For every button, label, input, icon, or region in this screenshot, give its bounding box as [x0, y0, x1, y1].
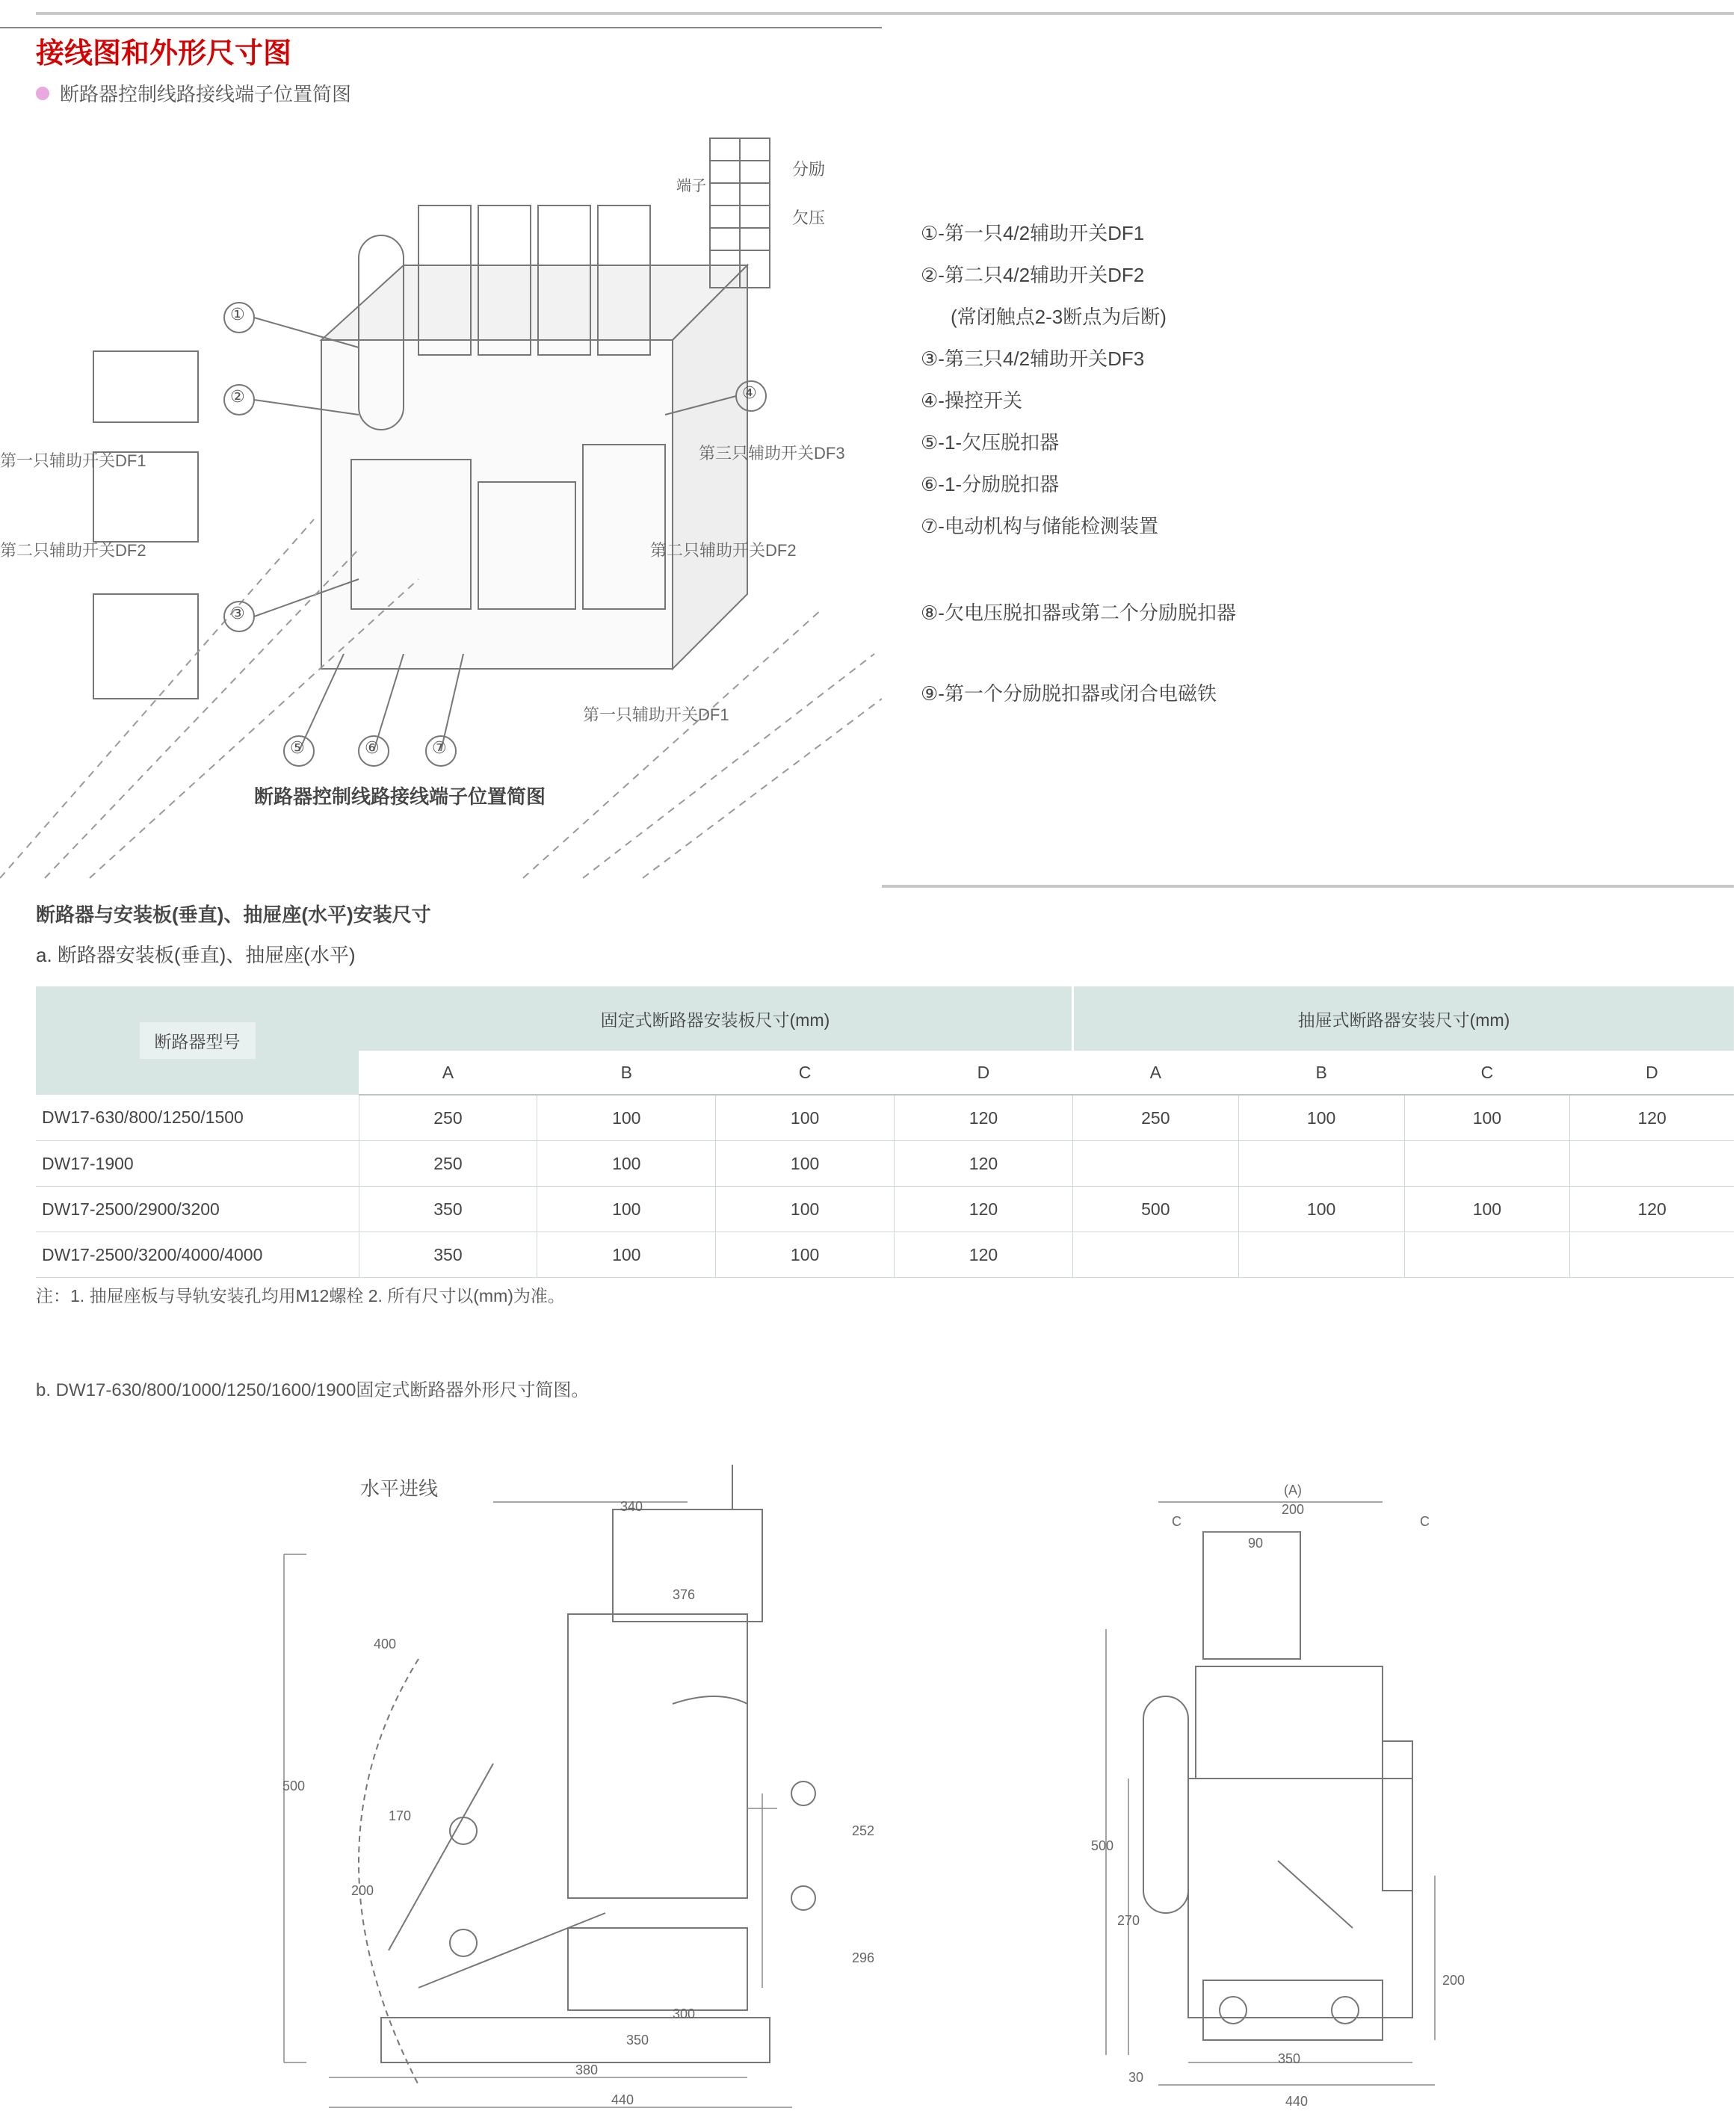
callout-5: ⑤ [290, 738, 305, 757]
th-a2: A [1072, 1051, 1238, 1095]
dim-text: 296 [852, 1950, 875, 1965]
cell: 100 [1238, 1095, 1404, 1141]
cell: 100 [1404, 1095, 1570, 1141]
cell-model: DW17-2500/3200/4000/4000 [36, 1232, 359, 1278]
cell [1404, 1232, 1570, 1278]
dim-text: 380 [575, 2062, 599, 2077]
dim-text: 270 [1117, 1913, 1140, 1928]
cell-model: DW17-630/800/1250/1500 [36, 1095, 359, 1141]
legend-item-6: ⑥-1-分励脱扣器 [921, 473, 1060, 495]
cell: 350 [359, 1187, 537, 1232]
table-row [36, 1141, 1734, 1187]
drawing-label-horizontal-inlet: 水平进线 [360, 1477, 439, 1500]
callout-2: ② [230, 387, 245, 406]
dim-text: 200 [351, 1883, 374, 1898]
section-a-sub: a. 断路器安装板(垂直)、抽屉座(水平) [36, 944, 356, 966]
callout-6: ⑥ [365, 738, 380, 757]
dim-text: 376 [673, 1587, 696, 1602]
cell: 120 [1570, 1095, 1734, 1141]
cell: 120 [895, 1141, 1073, 1187]
cell-model: DW17-1900 [36, 1141, 359, 1187]
model-header: 断路器型号 [140, 1022, 256, 1059]
cell: 120 [895, 1095, 1073, 1141]
cell: 120 [1570, 1187, 1734, 1232]
dim-text: 440 [1285, 2094, 1309, 2109]
legend-item-2: ②-第二只4/2辅助开关DF2 [921, 264, 1145, 286]
cell [1072, 1141, 1238, 1187]
title-underline [0, 27, 882, 28]
table-note: 注：1. 抽屉座板与导轨安装孔均用M12螺栓 2. 所有尺寸以(mm)为准。 [36, 1286, 565, 1305]
th-a1: A [359, 1051, 537, 1095]
dim-text: 500 [1091, 1838, 1114, 1853]
th-d1: D [895, 1051, 1073, 1095]
cell: 250 [359, 1095, 537, 1141]
th-model [36, 986, 359, 1095]
side-outline-drawing [1084, 1442, 1502, 2115]
right-label-df1: 第一只辅助开关DF1 [583, 705, 729, 724]
dim-text: 340 [620, 1499, 643, 1514]
bullet-dot-icon [36, 87, 49, 100]
cell: 100 [716, 1141, 895, 1187]
front-outline-drawing [269, 1465, 882, 2122]
mid-rule [882, 885, 1734, 888]
cell: 100 [716, 1095, 895, 1141]
callout-3: ③ [230, 604, 245, 622]
cell: 120 [895, 1187, 1073, 1232]
left-label-df1: 第一只辅助开关DF1 [0, 451, 146, 470]
cell-model: DW17-2500/2900/3200 [36, 1187, 359, 1232]
legend-item-3: ③-第三只4/2辅助开关DF3 [921, 347, 1145, 370]
table-row [36, 1232, 1734, 1278]
cell [1570, 1141, 1734, 1187]
callout-1: ① [230, 305, 245, 324]
mounting-dimension-table [36, 986, 1734, 1278]
legend-item-4: ④-操控开关 [921, 389, 1022, 412]
legend-item-1: ①-第一只4/2辅助开关DF1 [921, 222, 1145, 244]
right-label-df2: 第二只辅助开关DF2 [650, 541, 797, 560]
cell [1238, 1232, 1404, 1278]
section-a-heading: 断路器与安装板(垂直)、抽屉座(水平)安装尺寸 [36, 903, 431, 926]
th-d2: D [1570, 1051, 1734, 1095]
dim-text: 200 [1282, 1502, 1305, 1517]
th-b1: B [537, 1051, 716, 1095]
cell [1072, 1232, 1238, 1278]
terminal-label: 端子 [676, 178, 706, 194]
section-subtitle [36, 79, 351, 107]
wiring-diagram [0, 131, 882, 882]
section-b-heading: b. DW17-630/800/1000/1250/1600/1900固定式断路器外形尺寸简图。 [36, 1380, 590, 1400]
dim-text: 500 [282, 1779, 306, 1793]
cell: 120 [895, 1232, 1073, 1278]
callout-7: ⑦ [432, 738, 447, 757]
cell: 100 [1238, 1187, 1404, 1232]
dim-text: 170 [389, 1808, 412, 1823]
terminal-label-undervoltage: 欠压 [792, 208, 826, 227]
cell: 100 [537, 1095, 716, 1141]
cell: 100 [1404, 1187, 1570, 1232]
cell: 350 [359, 1232, 537, 1278]
th-group-drawout: 抽屉式断路器安装尺寸(mm) [1072, 986, 1734, 1051]
side-dimension-lines [1106, 1502, 1435, 2085]
breaker-isometric-drawing [0, 131, 882, 882]
legend-item-2-note: (常闭触点2-3断点为后断) [951, 306, 1167, 328]
th-c1: C [716, 1051, 895, 1095]
dimension-lines [284, 1502, 792, 2107]
cell: 250 [359, 1141, 537, 1187]
dim-text: 200 [1442, 1973, 1465, 1988]
page-title: 接线图和外形尺寸图 [36, 37, 292, 69]
dim-text: (A) [1284, 1483, 1302, 1498]
cell: 100 [716, 1232, 895, 1278]
table-row [36, 1095, 1734, 1141]
cell: 100 [716, 1187, 895, 1232]
dim-text: 300 [673, 2006, 696, 2021]
dim-text: C [1172, 1514, 1181, 1529]
table-row [36, 1187, 1734, 1232]
legend-item-5: ⑤-1-欠压脱扣器 [921, 431, 1060, 454]
cell [1570, 1232, 1734, 1278]
dim-text: 30 [1128, 2070, 1144, 2085]
legend-list [921, 218, 1668, 726]
dim-text: 252 [852, 1823, 875, 1838]
dim-text: 400 [374, 1637, 397, 1651]
left-label-df2: 第二只辅助开关DF2 [0, 541, 146, 560]
cell [1404, 1141, 1570, 1187]
dim-text: 350 [626, 2033, 649, 2048]
cell: 100 [537, 1187, 716, 1232]
subtitle-text: 断路器控制线路接线端子位置简图 [60, 83, 352, 105]
legend-item-8: ⑧-欠电压脱扣器或第二个分励脱扣器 [921, 602, 1236, 624]
cell: 500 [1072, 1187, 1238, 1232]
terminal-label-trip: 分励 [792, 160, 826, 179]
callout-4: ④ [742, 383, 757, 402]
legend-item-9: ⑨-第一个分励脱扣器或闭合电磁铁 [921, 682, 1217, 705]
th-b2: B [1238, 1051, 1404, 1095]
cell: 100 [537, 1141, 716, 1187]
cell: 100 [537, 1232, 716, 1278]
th-c2: C [1404, 1051, 1570, 1095]
diagram-caption: 断路器控制线路接线端子位置简图 [254, 785, 546, 808]
th-group-fixed: 固定式断路器安装板尺寸(mm) [359, 986, 1072, 1051]
dim-text: 350 [1278, 2051, 1301, 2066]
cell: 250 [1072, 1095, 1238, 1141]
right-label-df3: 第三只辅助开关DF3 [699, 444, 845, 463]
dim-text: C [1420, 1514, 1430, 1529]
dim-text: 90 [1248, 1536, 1264, 1551]
dim-text: 440 [611, 2092, 634, 2107]
legend-item-7: ⑦-电动机构与储能检测装置 [921, 515, 1158, 537]
cell [1238, 1141, 1404, 1187]
top-rule [36, 12, 1734, 15]
